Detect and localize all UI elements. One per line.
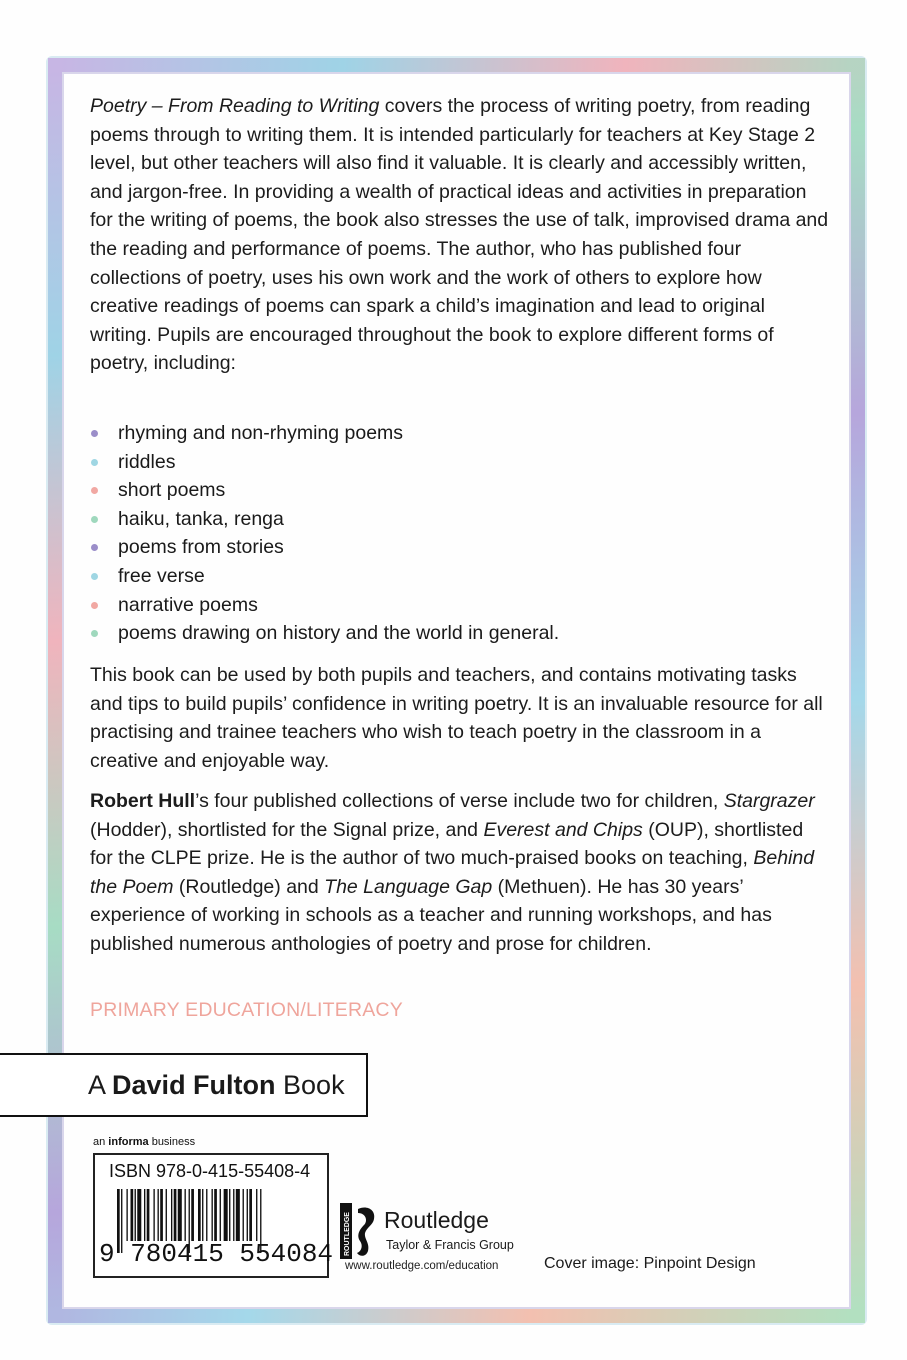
routledge-group: Taylor & Francis Group bbox=[386, 1238, 514, 1252]
author-name: Robert Hull bbox=[90, 790, 196, 812]
isbn-number: ISBN 978-0-415-55408-4 bbox=[109, 1161, 311, 1181]
barcode-bar bbox=[158, 1189, 159, 1241]
bullet-dot bbox=[91, 487, 98, 494]
barcode-bar bbox=[256, 1189, 257, 1241]
list-item: poems drawing on history and the world in general. bbox=[90, 619, 559, 648]
list-item: rhyming and non-rhyming poems bbox=[90, 419, 559, 448]
subject-category: PRIMARY EDUCATION/LITERACY bbox=[90, 999, 403, 1021]
barcode-bar bbox=[160, 1189, 163, 1241]
barcode-bar bbox=[206, 1189, 207, 1241]
intro-paragraph bbox=[90, 92, 830, 378]
list-item: short poems bbox=[90, 476, 559, 505]
barcode-bar bbox=[233, 1189, 234, 1241]
poetry-forms-list bbox=[90, 419, 559, 648]
isbn-barcode-box bbox=[93, 1153, 334, 1278]
barcode-bar bbox=[214, 1189, 217, 1241]
informa-tagline: an informa business bbox=[93, 1136, 196, 1148]
barcode-digits: 9 780415 554084 bbox=[99, 1239, 334, 1269]
barcode-bar bbox=[236, 1189, 240, 1241]
routledge-logo-icon bbox=[340, 1203, 380, 1259]
barcode-bar bbox=[171, 1189, 172, 1241]
list-item: narrative poems bbox=[90, 591, 559, 620]
author-bio: Robert Hull’s four published collections of verse include two for children, Stargrazer (Hodder), shortlisted for the Signal prize, and Everest and Chips (OUP), shortlisted for the CLPE prize. He is the author of two much-praised books on teaching, Behind the Poem (Routledge) and The Language Gap (Methuen). He has 30 years’ experience of working in schools as a teacher and running workshops, and has published numerous anthologies of poetry and prose for children. bbox=[90, 790, 815, 955]
publisher-label: A David Fulton Book bbox=[88, 1070, 345, 1100]
list-item: riddles bbox=[90, 448, 559, 477]
bullet-dot bbox=[91, 516, 98, 523]
routledge-name: Routledge bbox=[384, 1207, 489, 1233]
list-item: haiku, tanka, renga bbox=[90, 505, 559, 534]
bullet-dot bbox=[91, 630, 98, 637]
barcode-bar bbox=[153, 1189, 154, 1241]
publisher-banner bbox=[0, 1053, 368, 1117]
barcode-bar bbox=[166, 1189, 167, 1241]
barcode-bar bbox=[243, 1189, 244, 1241]
barcode-bar bbox=[144, 1189, 145, 1241]
cover-credit: Cover image: Pinpoint Design bbox=[544, 1255, 756, 1272]
barcode-bar bbox=[224, 1189, 228, 1241]
bullet-dot bbox=[91, 430, 98, 437]
list-item: free verse bbox=[90, 562, 559, 591]
bullet-dot bbox=[91, 544, 98, 551]
bullet-dot bbox=[91, 573, 98, 580]
barcode-bar bbox=[185, 1189, 186, 1241]
barcode-bar bbox=[137, 1189, 141, 1241]
barcode-bar bbox=[247, 1189, 248, 1241]
barcode-bar bbox=[174, 1189, 177, 1241]
barcode-bar bbox=[191, 1189, 194, 1241]
list-item: poems from stories bbox=[90, 533, 559, 562]
barcode-bar bbox=[202, 1189, 203, 1241]
barcode-bar bbox=[212, 1189, 213, 1241]
intro-text: covers the process of writing poetry, from reading poems through to writing them. It is intended particularly for teachers at Key Stage 2 level, but other teachers will also find it valuable. It is clearly and accessibly written, and jargon-free. In providing a wealth of practical ideas and activities in preparation for the writing of poems, the book also stresses the use of talk, improvised drama and the reading and performance of poems. The author, who has published four collections of poetry, uses his own work and the work of others to explore how creative readings of poems can spark a child’s imagination and lead to original writing. Pupils are encouraged throughout the book to explore different forms of poetry, including: bbox=[90, 95, 829, 375]
barcode-bar bbox=[178, 1189, 182, 1241]
barcode-bar bbox=[126, 1189, 127, 1241]
bullet-dot bbox=[91, 459, 98, 466]
routledge-url: www.routledge.com/education bbox=[345, 1260, 499, 1272]
usage-paragraph: This book can be used by both pupils and teachers, and contains motivating tasks and tips to build pupils’ confidence in writing poetry. It is an invaluable resource for all practising and trainee teachers who wish to teach poetry in the classroom in a creative and enjoyable way. bbox=[90, 664, 823, 772]
barcode-bar bbox=[131, 1189, 134, 1241]
barcode-bar bbox=[249, 1189, 252, 1241]
barcode-bar bbox=[198, 1189, 201, 1241]
barcode-bar bbox=[147, 1189, 150, 1241]
barcode-bar bbox=[220, 1189, 221, 1241]
book-title: Poetry – From Reading to Writing bbox=[90, 95, 380, 117]
barcode-bar bbox=[229, 1189, 230, 1241]
barcode-bar bbox=[135, 1189, 136, 1241]
routledge-logo-text: ROUTLEDGE bbox=[344, 1212, 351, 1256]
bullet-dot bbox=[91, 602, 98, 609]
